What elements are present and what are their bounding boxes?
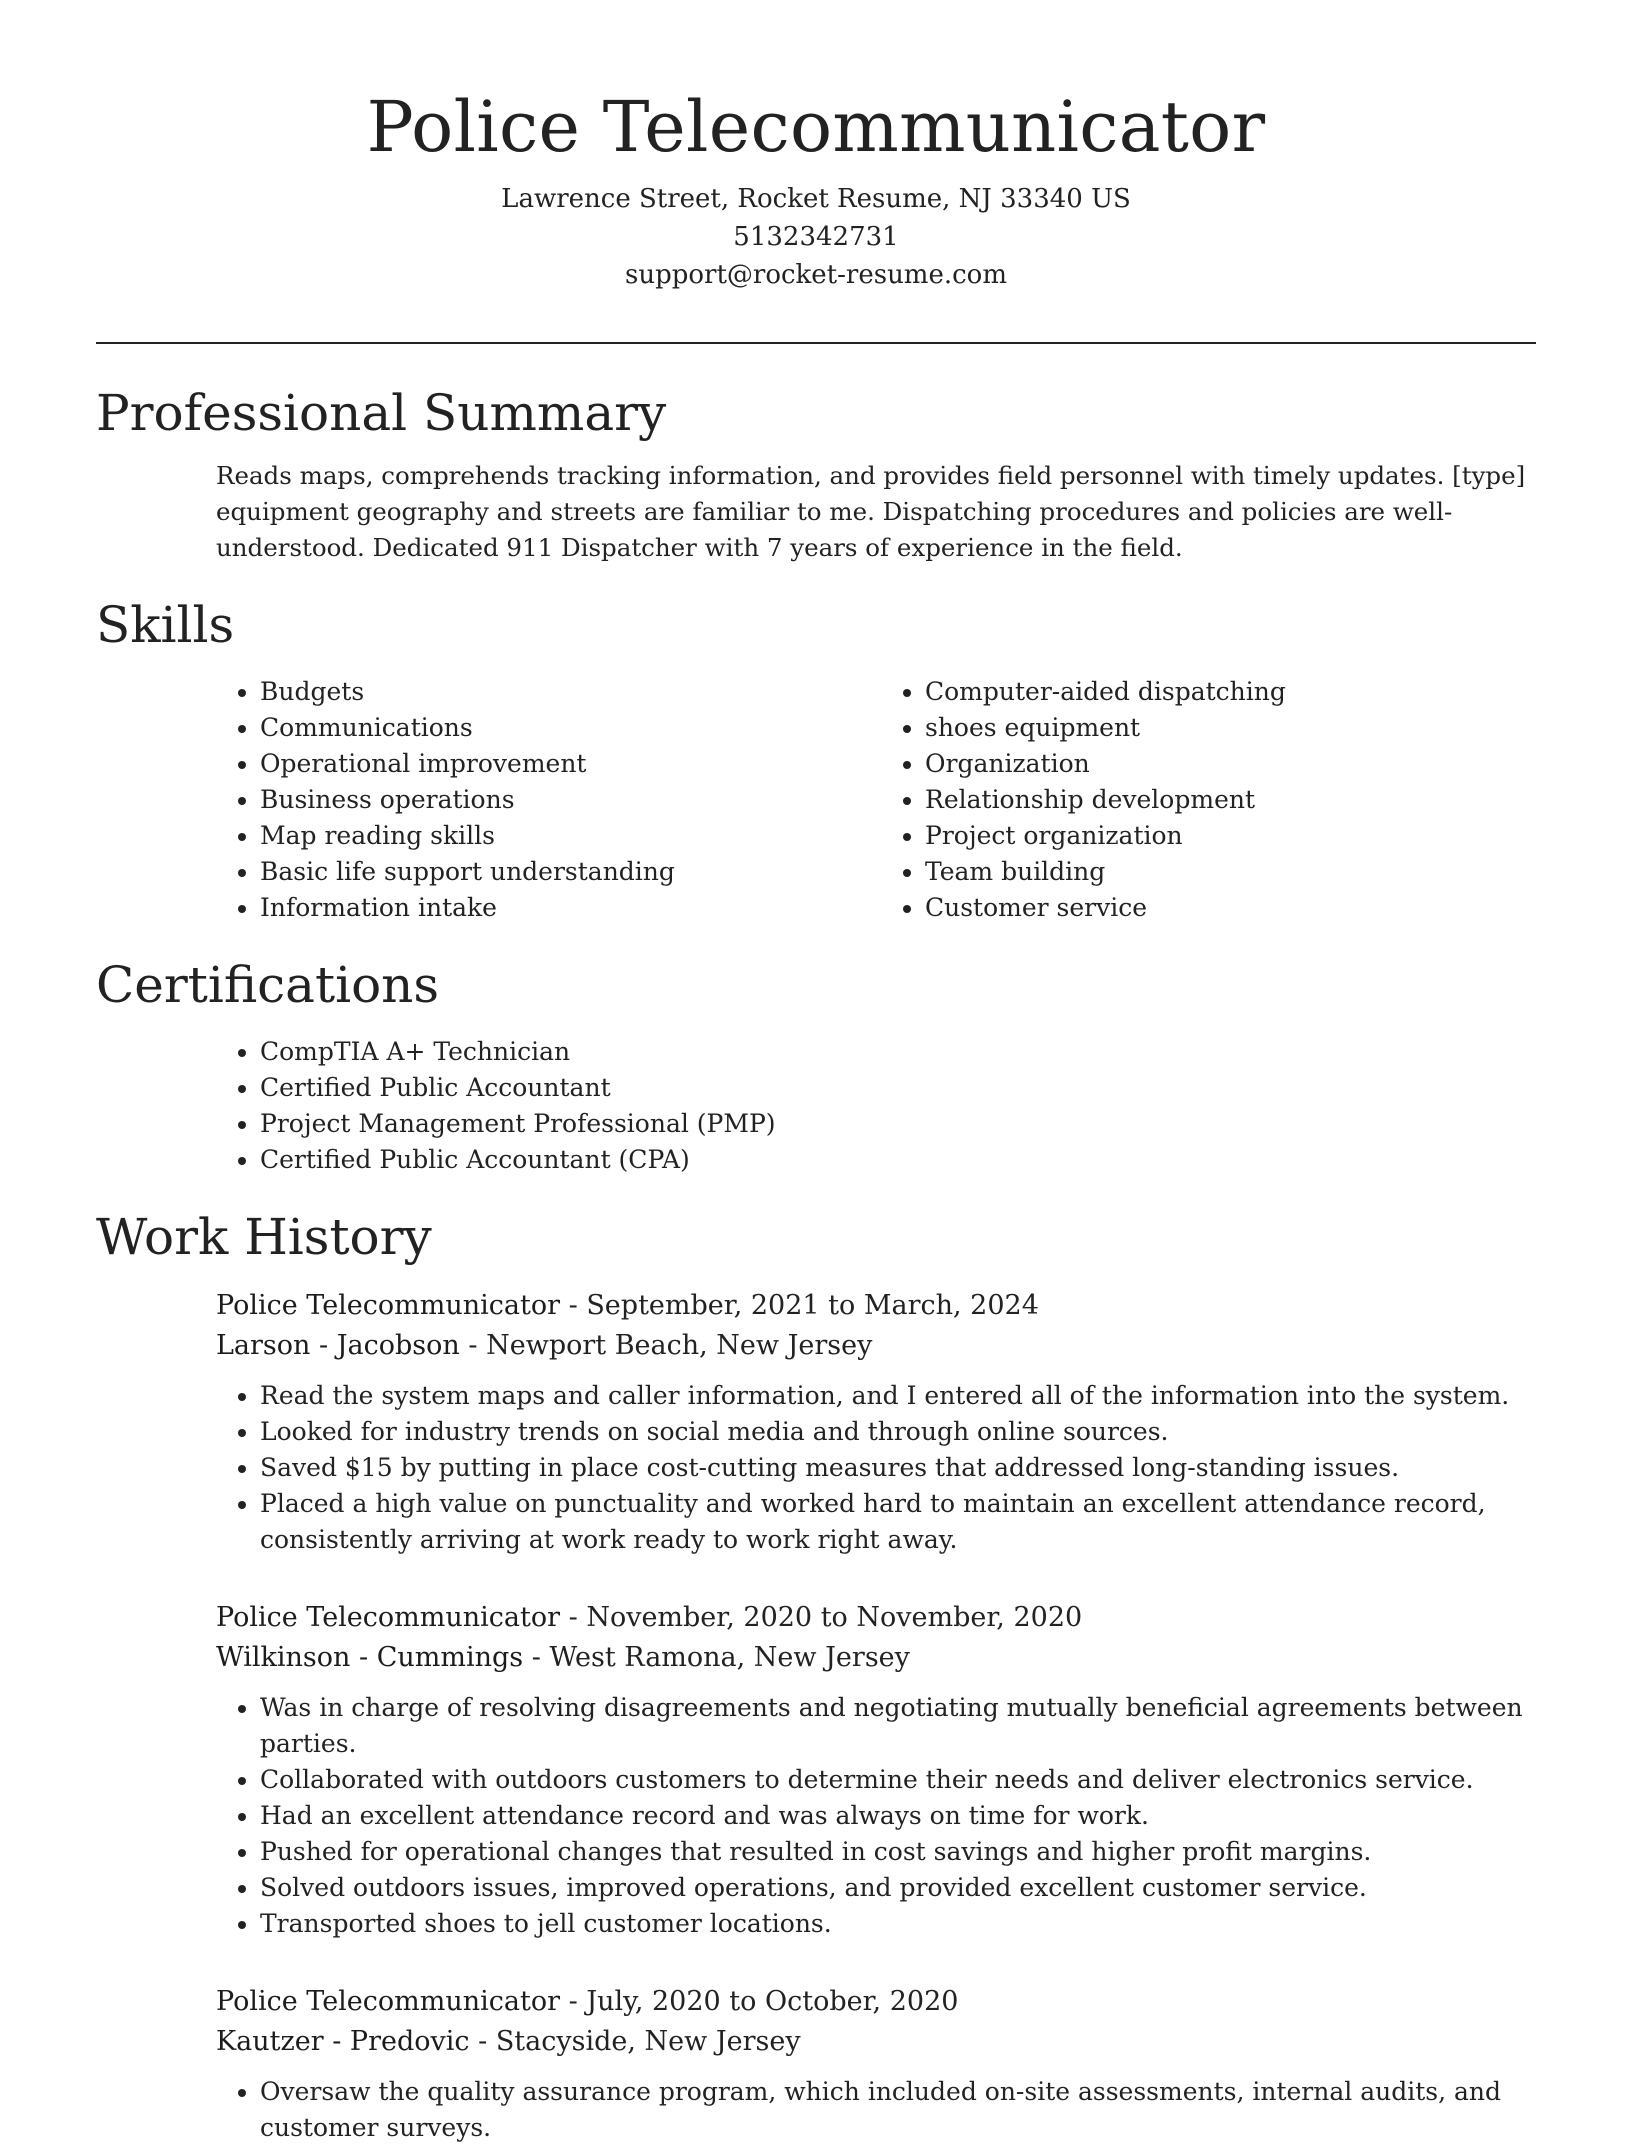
- job-bullet: • Transported shoes to jell customer locations.: [260, 1906, 1580, 1942]
- skills-columns: [96, 674, 1536, 926]
- certification-item: • Certified Public Accountant (CPA): [260, 1142, 1536, 1178]
- job-location: West Ramona, New Jersey: [549, 1642, 910, 1673]
- resume-header: [0, 82, 1632, 294]
- work-history-heading: Work History: [96, 1208, 432, 1266]
- skill-item: • Computer-aided dispatching: [925, 674, 1286, 710]
- job-title: Police Telecommunicator: [216, 1602, 561, 1633]
- certifications-heading: Certifications: [96, 956, 440, 1014]
- skill-item: • Basic life support understanding: [260, 854, 909, 890]
- summary-text: Reads maps, comprehends tracking information, and provides field personnel with timely updates. [type] equipment geography and streets are familiar to me. Dispatching procedures and policies are well-understood. Dedicated 911 Dispatcher with 7 years of experience in the field.: [216, 461, 1526, 562]
- job-company-line: Kautzer - Predovic - Stacyside, New Jersey: [216, 2026, 801, 2057]
- job-title-line: Police Telecommunicator - November, 2020 to November, 2020: [216, 1602, 1083, 1633]
- job-bullet: • Looked for industry trends on social media and through online sources.: [260, 1414, 1580, 1450]
- summary-section: [96, 376, 1536, 566]
- skill-item: • Customer service: [925, 890, 1286, 926]
- contact-email: support@rocket-resume.com: [624, 260, 1007, 290]
- candidate-name: Police Telecommunicator: [366, 86, 1266, 168]
- certification-item: • CompTIA A+ Technician: [260, 1034, 1536, 1070]
- job-bullet: • Oversaw the quality assurance program, which included on-site assessments, internal audits, and customer surveys.: [260, 2074, 1580, 2146]
- job-dates: November, 2020 to November, 2020: [586, 1602, 1083, 1633]
- job-bullet: • Placed a high value on punctuality and worked hard to maintain an excellent attendance record, consistently arriving at work ready to work right away.: [260, 1486, 1580, 1558]
- skill-item: • Operational improvement: [260, 746, 909, 782]
- skill-item: • Relationship development: [925, 782, 1286, 818]
- certification-item: • Project Management Professional (PMP): [260, 1106, 1536, 1142]
- job-company: Larson - Jacobson: [216, 1330, 460, 1361]
- contact-address: Lawrence Street, Rocket Resume, NJ 33340 US: [501, 184, 1131, 214]
- skill-item: • shoes equipment: [925, 710, 1286, 746]
- resume-body: [96, 376, 1536, 2146]
- job-bullet: • Had an excellent attendance record and was always on time for work.: [260, 1798, 1580, 1834]
- job-bullet-list: [216, 1378, 1580, 1558]
- job-bullet: • Solved outdoors issues, improved operations, and provided excellent customer service.: [260, 1870, 1580, 1906]
- job-company: Wilkinson - Cummings: [216, 1642, 524, 1673]
- job-entry: [216, 1982, 1536, 2146]
- job-title-line: Police Telecommunicator - July, 2020 to October, 2020: [216, 1986, 959, 2017]
- job-location: Newport Beach, New Jersey: [486, 1330, 873, 1361]
- header-divider: [96, 342, 1536, 344]
- job-company-line: Wilkinson - Cummings - West Ramona, New Jersey: [216, 1642, 910, 1673]
- job-bullet-list: [216, 2074, 1580, 2146]
- job-title: Police Telecommunicator: [216, 1290, 561, 1321]
- job-location: Stacyside, New Jersey: [495, 2026, 801, 2057]
- skills-section: [96, 588, 1536, 926]
- skill-item: • Team building: [925, 854, 1286, 890]
- job-bullet: • Was in charge of resolving disagreements and negotiating mutually beneficial agreements between parties.: [260, 1690, 1580, 1762]
- job-dates: September, 2021 to March, 2024: [586, 1290, 1039, 1321]
- skill-item: • Map reading skills: [260, 818, 909, 854]
- work-history-section: [96, 1200, 1536, 2146]
- skill-item: • Organization: [925, 746, 1286, 782]
- skill-item: • Information intake: [260, 890, 909, 926]
- job-title-line: Police Telecommunicator - September, 2021 to March, 2024: [216, 1290, 1039, 1321]
- job-bullet: • Collaborated with outdoors customers to determine their needs and deliver electronics service.: [260, 1762, 1580, 1798]
- contact-phone: 5132342731: [733, 222, 899, 252]
- job-company: Kautzer - Predovic: [216, 2026, 470, 2057]
- certification-item: • Certified Public Accountant: [260, 1070, 1536, 1106]
- skill-item: • Business operations: [260, 782, 909, 818]
- skill-item: • Budgets: [260, 674, 909, 710]
- job-company-line: Larson - Jacobson - Newport Beach, New Jersey: [216, 1330, 873, 1361]
- skill-item: • Project organization: [925, 818, 1286, 854]
- job-entry: [216, 1598, 1536, 1942]
- job-entry: [216, 1286, 1536, 1558]
- job-title: Police Telecommunicator: [216, 1986, 561, 2017]
- job-dates: July, 2020 to October, 2020: [586, 1986, 959, 2017]
- job-bullet: • Read the system maps and caller information, and I entered all of the information into the system.: [260, 1378, 1580, 1414]
- job-bullet-list: [216, 1690, 1580, 1942]
- summary-heading: Professional Summary: [96, 384, 667, 442]
- skills-heading: Skills: [96, 596, 235, 654]
- skills-list-right: [909, 674, 1286, 926]
- job-bullet: • Pushed for operational changes that resulted in cost savings and higher profit margins.: [260, 1834, 1580, 1870]
- skill-item: • Communications: [260, 710, 909, 746]
- skills-list-left: [96, 674, 909, 926]
- certifications-list: [96, 1034, 1536, 1178]
- certifications-section: [96, 948, 1536, 1178]
- job-bullet: • Saved $15 by putting in place cost-cutting measures that addressed long-standing issues.: [260, 1450, 1580, 1486]
